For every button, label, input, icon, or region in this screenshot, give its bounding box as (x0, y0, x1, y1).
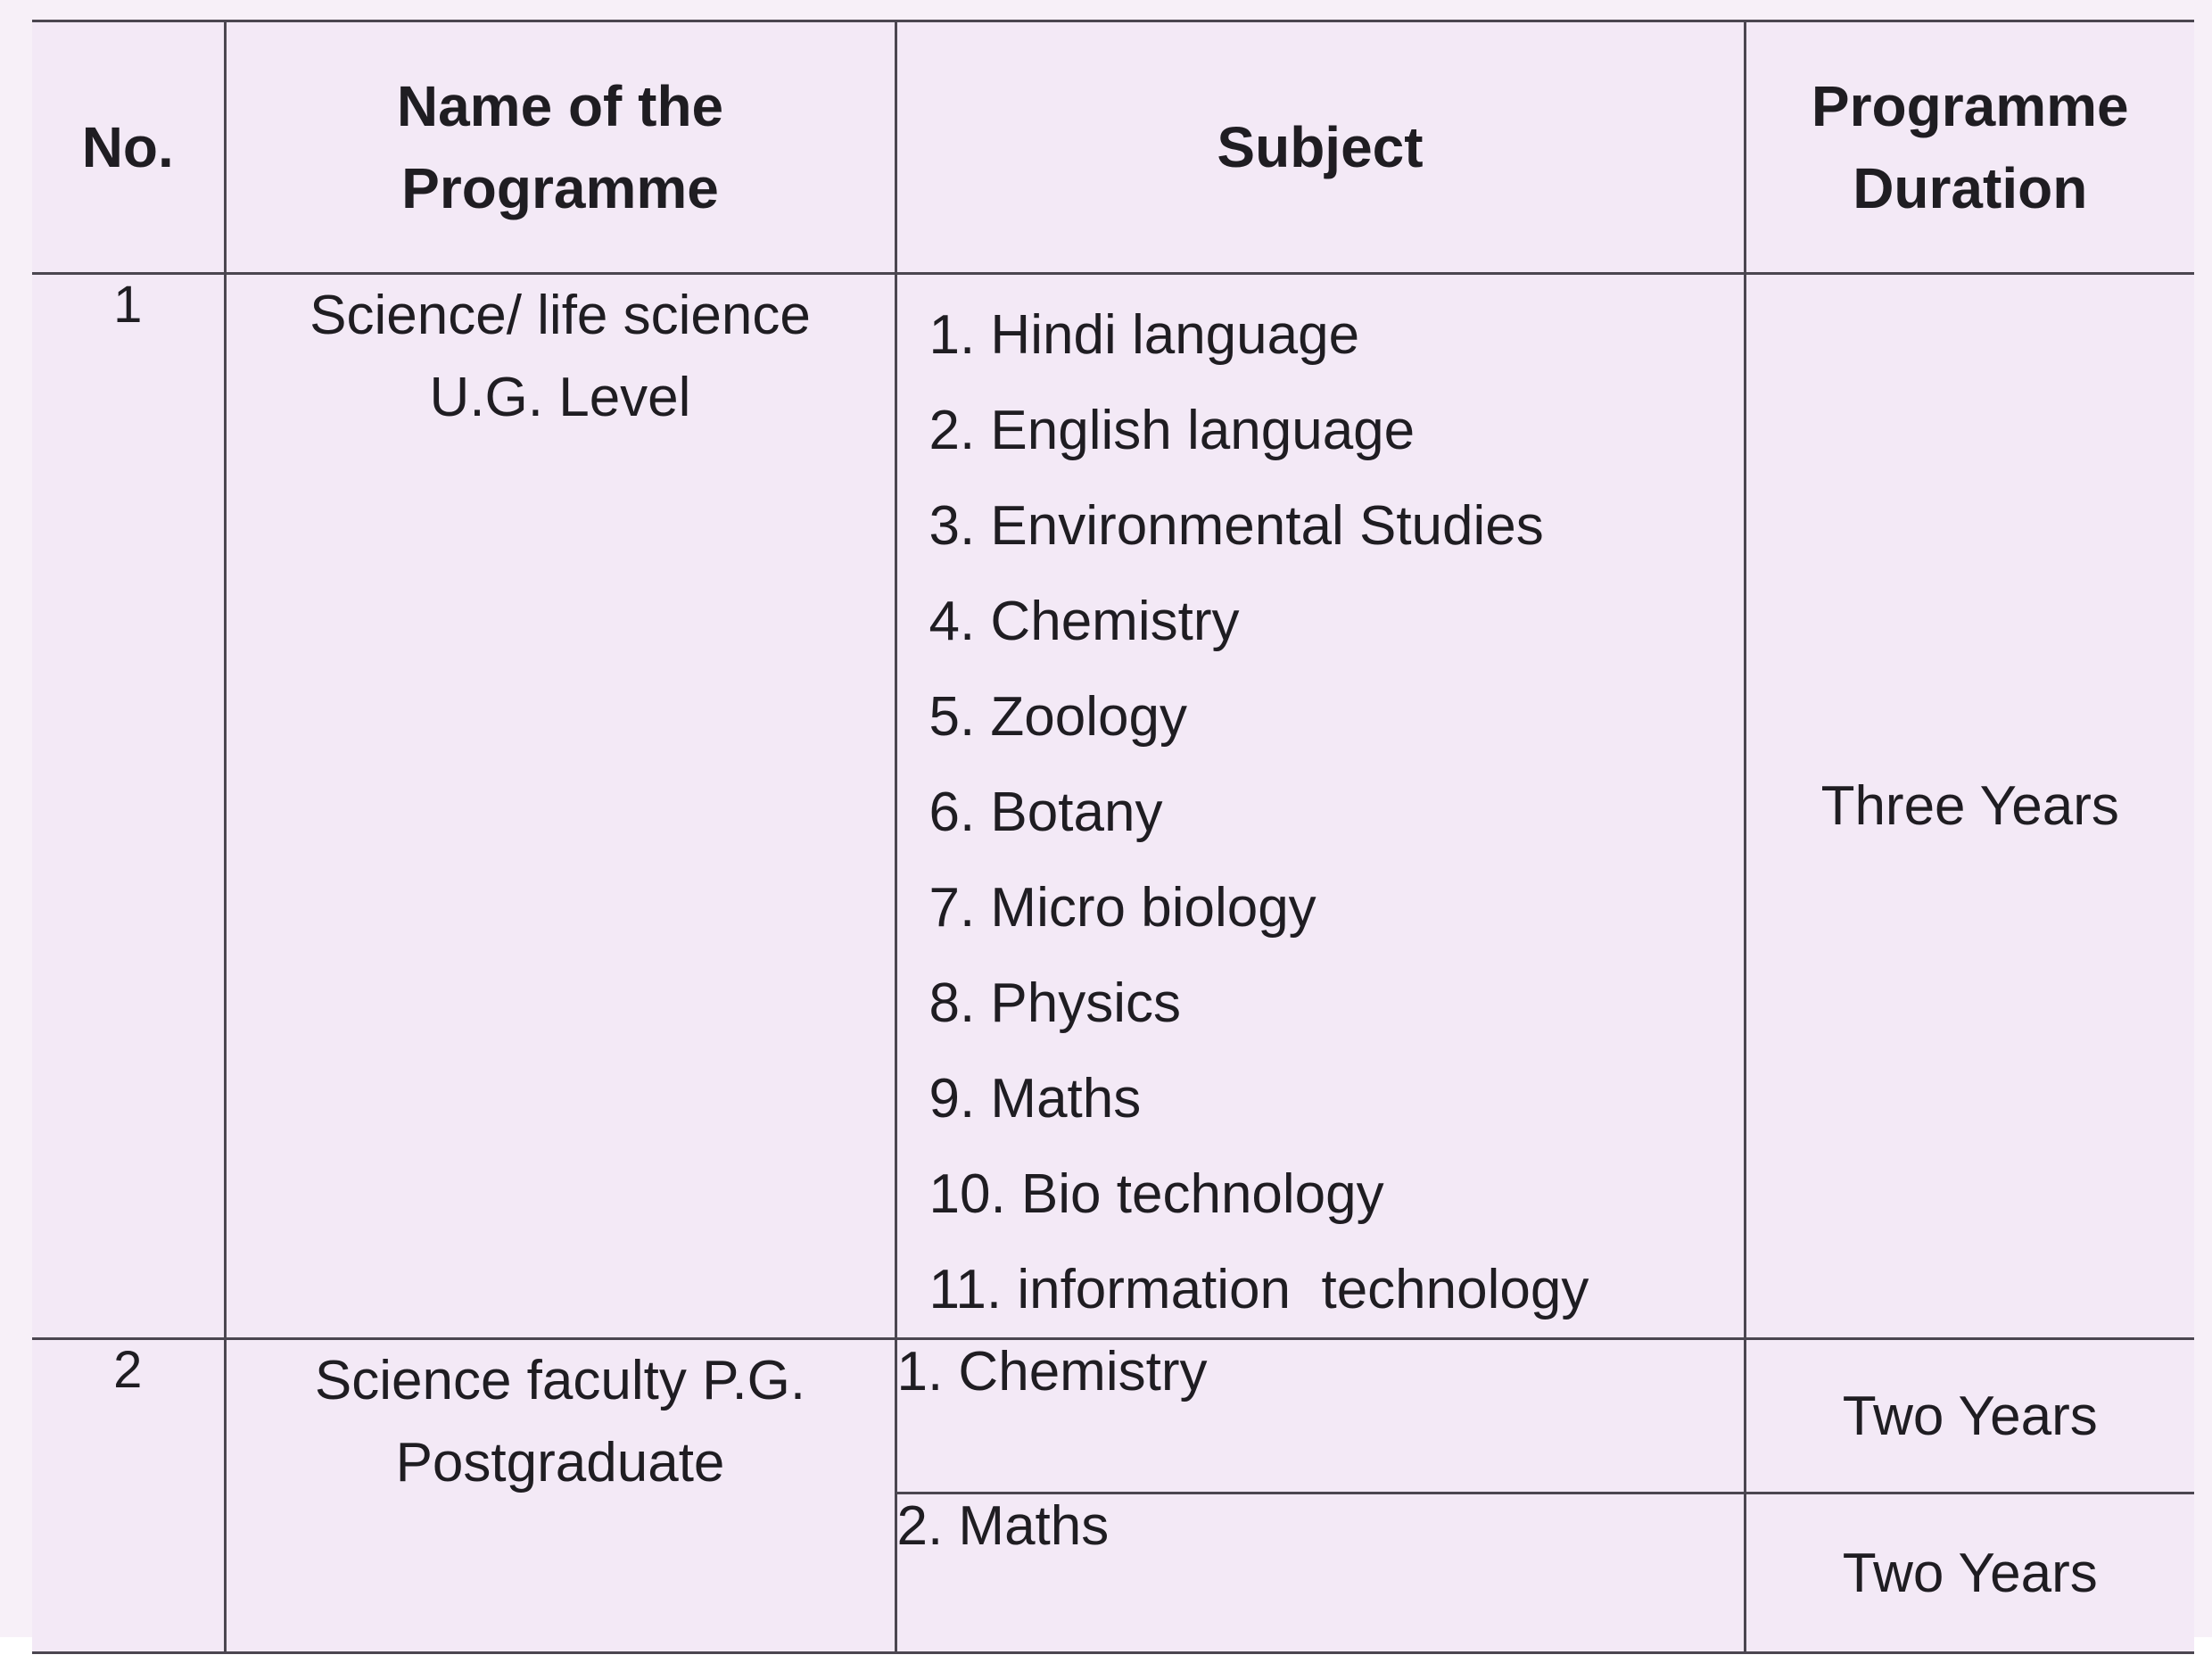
header-duration (1745, 21, 2194, 274)
programme-name (225, 1339, 896, 1653)
header-row (32, 21, 2194, 274)
programme-duration: Two Years (1745, 1493, 2194, 1653)
header-no: No. (32, 21, 225, 274)
list-item: 7. Micro biology (929, 877, 1316, 939)
table-row (32, 1339, 2194, 1493)
programme-duration: Two Years (1745, 1339, 2194, 1493)
list-item: 4. Chemistry (929, 591, 1240, 652)
row-number: 2 (32, 1339, 225, 1653)
programme-name-line2: U.G. Level (429, 367, 691, 428)
header-programme-name (225, 21, 896, 274)
subject-cell (896, 274, 1745, 1339)
programme-name (225, 274, 896, 1339)
header-subject: Subject (896, 21, 1745, 274)
list-item: 8. Physics (929, 972, 1182, 1034)
subject-cell: 1. Chemistry (896, 1339, 1745, 1493)
programme-duration: Three Years (1745, 274, 2194, 1339)
list-item: 1. Hindi language (929, 304, 1360, 366)
list-item: 10. Bio technology (929, 1163, 1384, 1225)
list-item: 2. English language (929, 400, 1416, 461)
table-row (32, 274, 2194, 1339)
header-duration-line2: Duration (1853, 156, 2088, 220)
programme-name-line2: Postgraduate (395, 1432, 725, 1493)
list-item: 11. information technology (929, 1259, 1589, 1320)
list-item: 9. Maths (929, 1068, 1142, 1129)
programme-name-line1: Science faculty P.G. (314, 1350, 806, 1411)
programme-table (32, 20, 2194, 1654)
header-programme-name-line1: Name of the (396, 74, 724, 138)
list-item: 3. Environmental Studies (929, 495, 1544, 557)
row-number: 1 (32, 274, 225, 1339)
header-programme-name-line2: Programme (401, 156, 719, 220)
list-item: 5. Zoology (929, 686, 1188, 748)
list-item: 6. Botany (929, 782, 1163, 843)
programme-name-line1: Science/ life science (310, 285, 811, 346)
header-duration-line1: Programme (1811, 74, 2129, 138)
subject-list (897, 275, 1744, 1337)
subject-cell: 2. Maths (896, 1493, 1745, 1653)
